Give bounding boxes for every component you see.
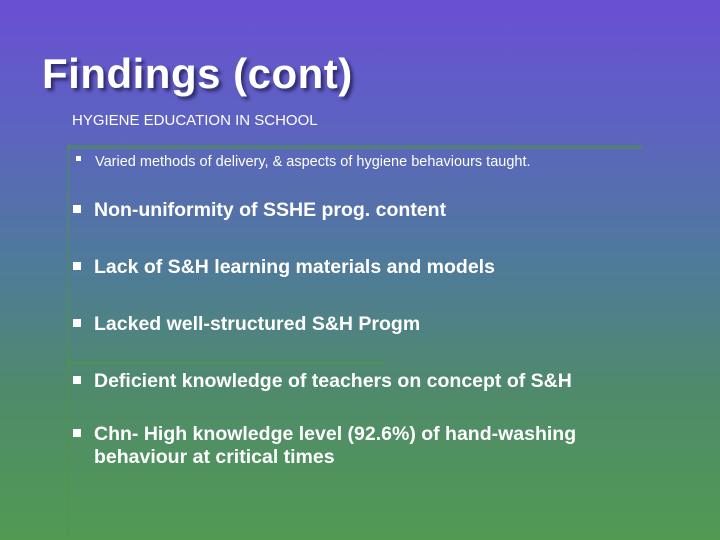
bullet-item [73,151,693,174]
slide-subtitle: HYGIENE EDUCATION IN SCHOOL [72,112,318,129]
bullet-square-icon [76,156,81,161]
bullet-text: Deficient knowledge of teachers on concept of S&H [94,370,572,392]
bullet-text: Chn- High knowledge level (92.6%) of hand-washing behaviour at critical times [94,423,577,468]
bullet-text: Varied methods of delivery, & aspects of hygiene behaviours taught. [95,154,531,170]
decorative-line-top [67,145,642,149]
bullet-square-icon [73,429,81,437]
bullet-square-icon [73,376,81,384]
decorative-line-left-lower [67,363,70,538]
bullet-item [73,199,693,222]
bullet-text: Non-uniformity of SSHE prog. content [94,199,447,221]
bullet-item [73,370,713,393]
slide-title: Findings (cont) [42,50,353,97]
bullet-square-icon [73,319,81,327]
bullet-text: Lacked well-structured S&H Progm [94,313,421,335]
bullet-text: Lack of S&H learning materials and models [94,256,495,278]
decorative-line-left [67,145,70,363]
bullet-square-icon [73,262,81,270]
decorative-line-middle [67,361,385,365]
bullet-item [73,423,633,469]
bullet-item [73,256,693,279]
bullet-square-icon [73,205,81,213]
bullet-item [73,313,693,336]
